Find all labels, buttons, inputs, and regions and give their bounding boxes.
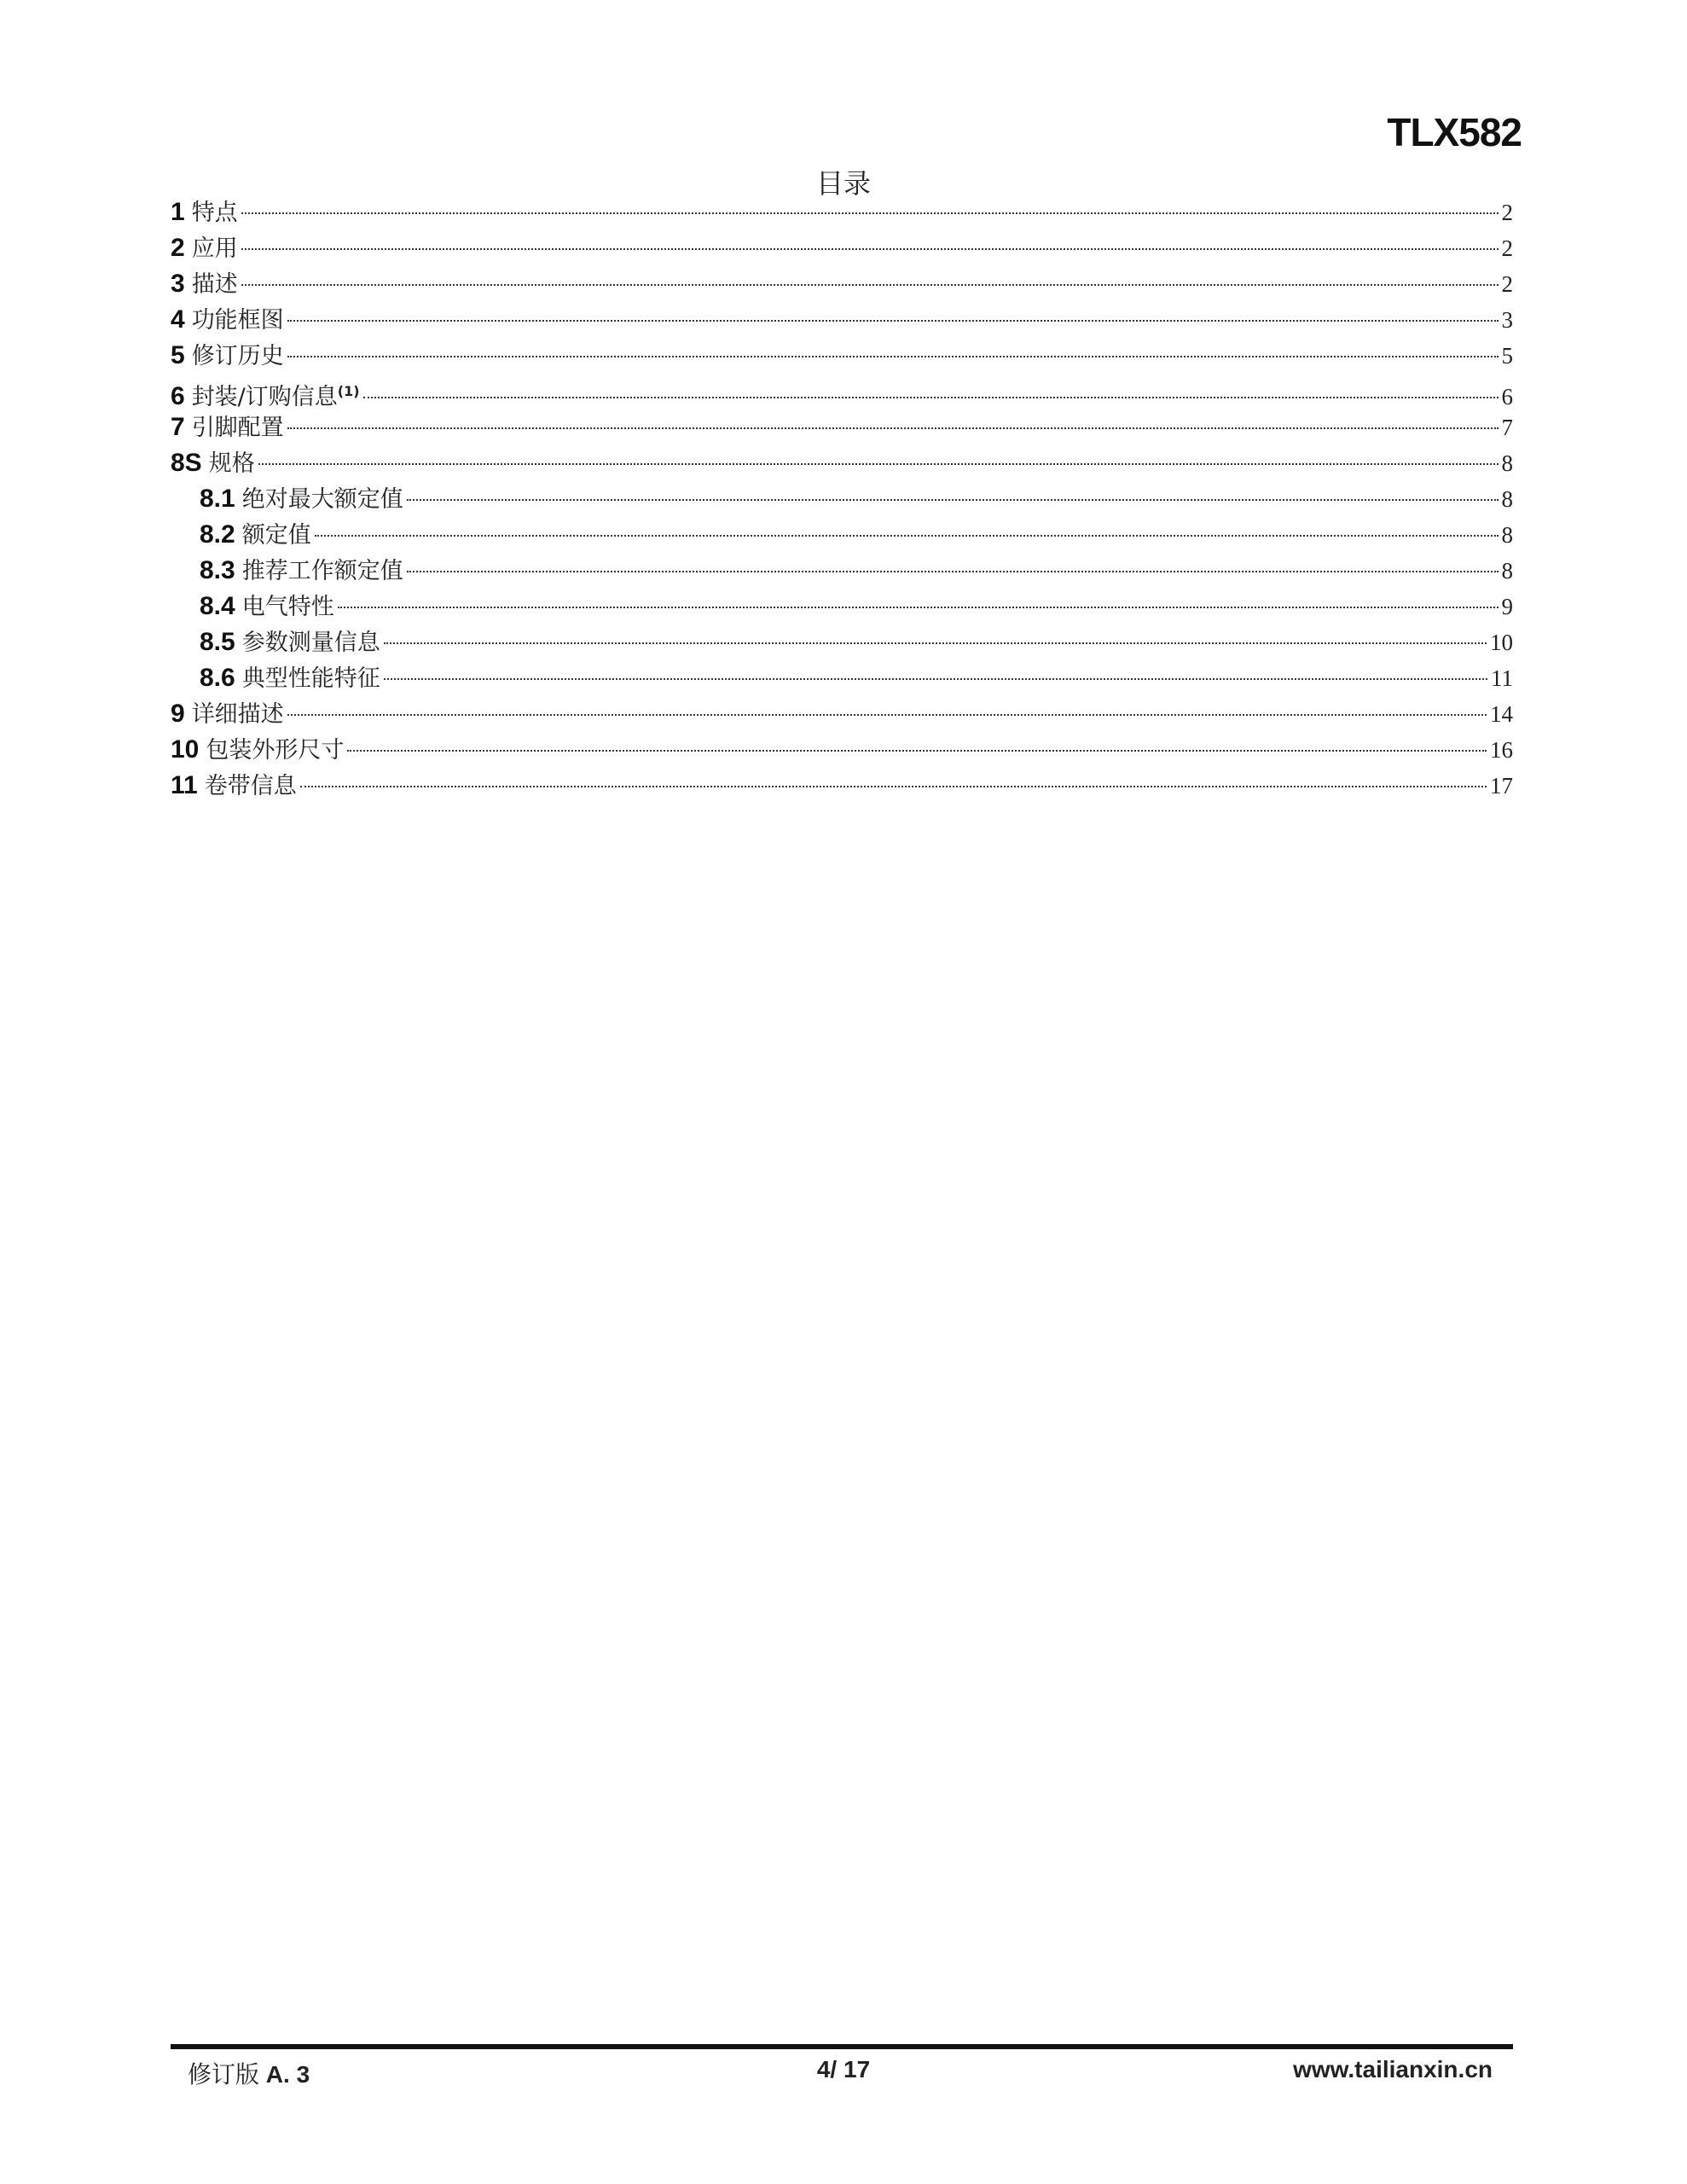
- toc-entry-label-text: 参数测量信息: [241, 630, 380, 656]
- toc-title: 目录: [815, 167, 871, 200]
- toc-entry-page: 7: [1501, 415, 1513, 440]
- toc-dot-leader: [347, 750, 1487, 752]
- revision-label: 修订版: [188, 2060, 260, 2088]
- toc-entry-number: 8.3: [200, 556, 235, 584]
- document-id: TLX582: [1387, 110, 1522, 154]
- toc-entry-label-text: 典型性能特征: [241, 665, 380, 692]
- toc-entry[interactable]: [171, 230, 1513, 266]
- toc-entry-page: 17: [1490, 773, 1513, 799]
- toc-entry-page: 5: [1501, 343, 1513, 369]
- toc-entry-label-text: 应用: [191, 235, 238, 262]
- footer-website: www.tailianxin.cn: [1293, 2056, 1493, 2082]
- toc-entry-label-text: 推荐工作额定值: [241, 558, 403, 584]
- toc-entry-number: 4: [171, 305, 185, 334]
- toc-entry-label: [242, 518, 311, 554]
- footnote-marker: (1): [337, 383, 360, 399]
- toc-dot-leader: [300, 786, 1487, 787]
- toc-entry-number: 2: [171, 234, 185, 262]
- toc-entry-label: [192, 339, 284, 375]
- toc-entry-label: [242, 590, 334, 625]
- revision-value: A. 3: [265, 2061, 310, 2088]
- toc-entry-label-text: 包装外形尺寸: [206, 737, 345, 764]
- toc-entry-label: [242, 482, 403, 518]
- toc-entry-label: [192, 374, 360, 415]
- toc-entry-label-text: 封装/订购信息: [191, 384, 338, 410]
- toc-entry[interactable]: [171, 660, 1513, 696]
- toc-entry[interactable]: [171, 266, 1513, 302]
- toc-entry-number: 7: [171, 413, 185, 441]
- toc-entry-label: [192, 410, 284, 446]
- toc-dot-leader: [241, 284, 1499, 286]
- toc-entry-label: [242, 554, 403, 590]
- toc-entry-page: 2: [1501, 271, 1513, 297]
- toc-entry-label-text: 规格: [208, 450, 255, 477]
- toc-entry-label: [205, 769, 297, 804]
- toc-dot-leader: [287, 356, 1499, 357]
- toc-entry-label-text: 额定值: [241, 522, 311, 549]
- toc-entry[interactable]: [171, 445, 1513, 481]
- toc-entry-number: 8.1: [200, 485, 235, 513]
- toc-dot-leader: [407, 499, 1499, 501]
- toc-entry[interactable]: [171, 589, 1513, 624]
- toc-dot-leader: [241, 248, 1499, 250]
- toc-entry-number: 1: [171, 198, 185, 226]
- toc-entry-label-text: 引脚配置: [191, 415, 284, 441]
- toc-dot-leader: [287, 427, 1499, 429]
- toc-entry-number: 3: [171, 270, 185, 298]
- toc-entry-page: 8: [1501, 558, 1513, 584]
- toc-entry-page: 3: [1501, 307, 1513, 333]
- toc-entry-page: 8: [1501, 486, 1513, 512]
- toc-entry-page: 9: [1501, 594, 1513, 619]
- toc-entry-label-text: 绝对最大额定值: [241, 486, 403, 513]
- toc-entry-page: 16: [1490, 737, 1513, 763]
- toc-entry-label-text: 功能框图: [191, 307, 284, 334]
- toc-entry-label: [242, 661, 380, 697]
- toc-entry[interactable]: [171, 302, 1513, 338]
- toc-entry[interactable]: [171, 481, 1513, 517]
- toc-dot-leader: [315, 535, 1499, 537]
- toc-entry-number: 10: [171, 735, 200, 764]
- toc-entry-page: 2: [1501, 235, 1513, 261]
- toc-dot-leader: [407, 571, 1499, 572]
- toc-entry[interactable]: [171, 768, 1513, 804]
- toc-entry-number: 5: [171, 341, 185, 369]
- toc-entry-label-text: 详细描述: [191, 701, 284, 728]
- toc-entry-label: [192, 697, 284, 733]
- toc-dot-leader: [384, 678, 1487, 680]
- toc-dot-leader: [287, 320, 1499, 322]
- toc-entry-number: 8S: [171, 449, 202, 477]
- toc-entry-label: [192, 231, 238, 267]
- toc-dot-leader: [258, 463, 1499, 465]
- toc-entry-label: [209, 446, 255, 482]
- toc-entry[interactable]: [171, 696, 1513, 732]
- toc-entry-number: 8.5: [200, 628, 235, 656]
- toc-entry[interactable]: [171, 195, 1513, 230]
- toc-entry-page: 6: [1501, 384, 1513, 410]
- toc-entry-label: [192, 195, 238, 231]
- toc-entry-label-text: 电气特性: [241, 594, 334, 620]
- toc-entry-page: 10: [1490, 630, 1513, 655]
- toc-entry-page: 11: [1491, 665, 1513, 691]
- toc-entry-page: 8: [1501, 522, 1513, 548]
- toc-entry-page: 2: [1501, 200, 1513, 225]
- toc-entry-label: [242, 625, 380, 661]
- toc-entry-label: [206, 733, 344, 769]
- toc-entry-label-text: 描述: [191, 271, 238, 298]
- toc-entry-number: 9: [171, 700, 185, 728]
- toc-entry-number: 6: [171, 382, 185, 410]
- toc-entry-number: 11: [171, 771, 198, 799]
- toc-entry[interactable]: [171, 553, 1513, 589]
- toc-entry[interactable]: [171, 624, 1513, 660]
- toc-dot-leader: [287, 714, 1487, 716]
- toc-dot-leader: [338, 607, 1499, 608]
- table-of-contents: [171, 195, 1513, 804]
- toc-entry[interactable]: [171, 517, 1513, 553]
- toc-entry-label-text: 卷带信息: [204, 773, 297, 799]
- toc-entry[interactable]: [171, 338, 1513, 374]
- toc-dot-leader: [363, 397, 1499, 398]
- toc-entry-page: 8: [1501, 450, 1513, 476]
- toc-entry-number: 8.4: [200, 592, 235, 620]
- footer-divider: [171, 2044, 1513, 2049]
- toc-entry[interactable]: [171, 732, 1513, 768]
- toc-dot-leader: [384, 642, 1487, 644]
- footer-page-indicator: 4/ 17: [816, 2056, 871, 2082]
- toc-entry[interactable]: [171, 410, 1513, 445]
- toc-dot-leader: [241, 212, 1499, 214]
- toc-entry-label: [192, 267, 238, 303]
- toc-entry-page: 14: [1490, 701, 1513, 727]
- toc-entry-label-text: 修订历史: [191, 343, 284, 369]
- toc-entry-number: 8.2: [200, 520, 235, 549]
- toc-entry-label: [192, 303, 284, 339]
- toc-entry-label-text: 特点: [191, 200, 238, 226]
- toc-entry[interactable]: [171, 374, 1513, 410]
- toc-entry-number: 8.6: [200, 664, 235, 692]
